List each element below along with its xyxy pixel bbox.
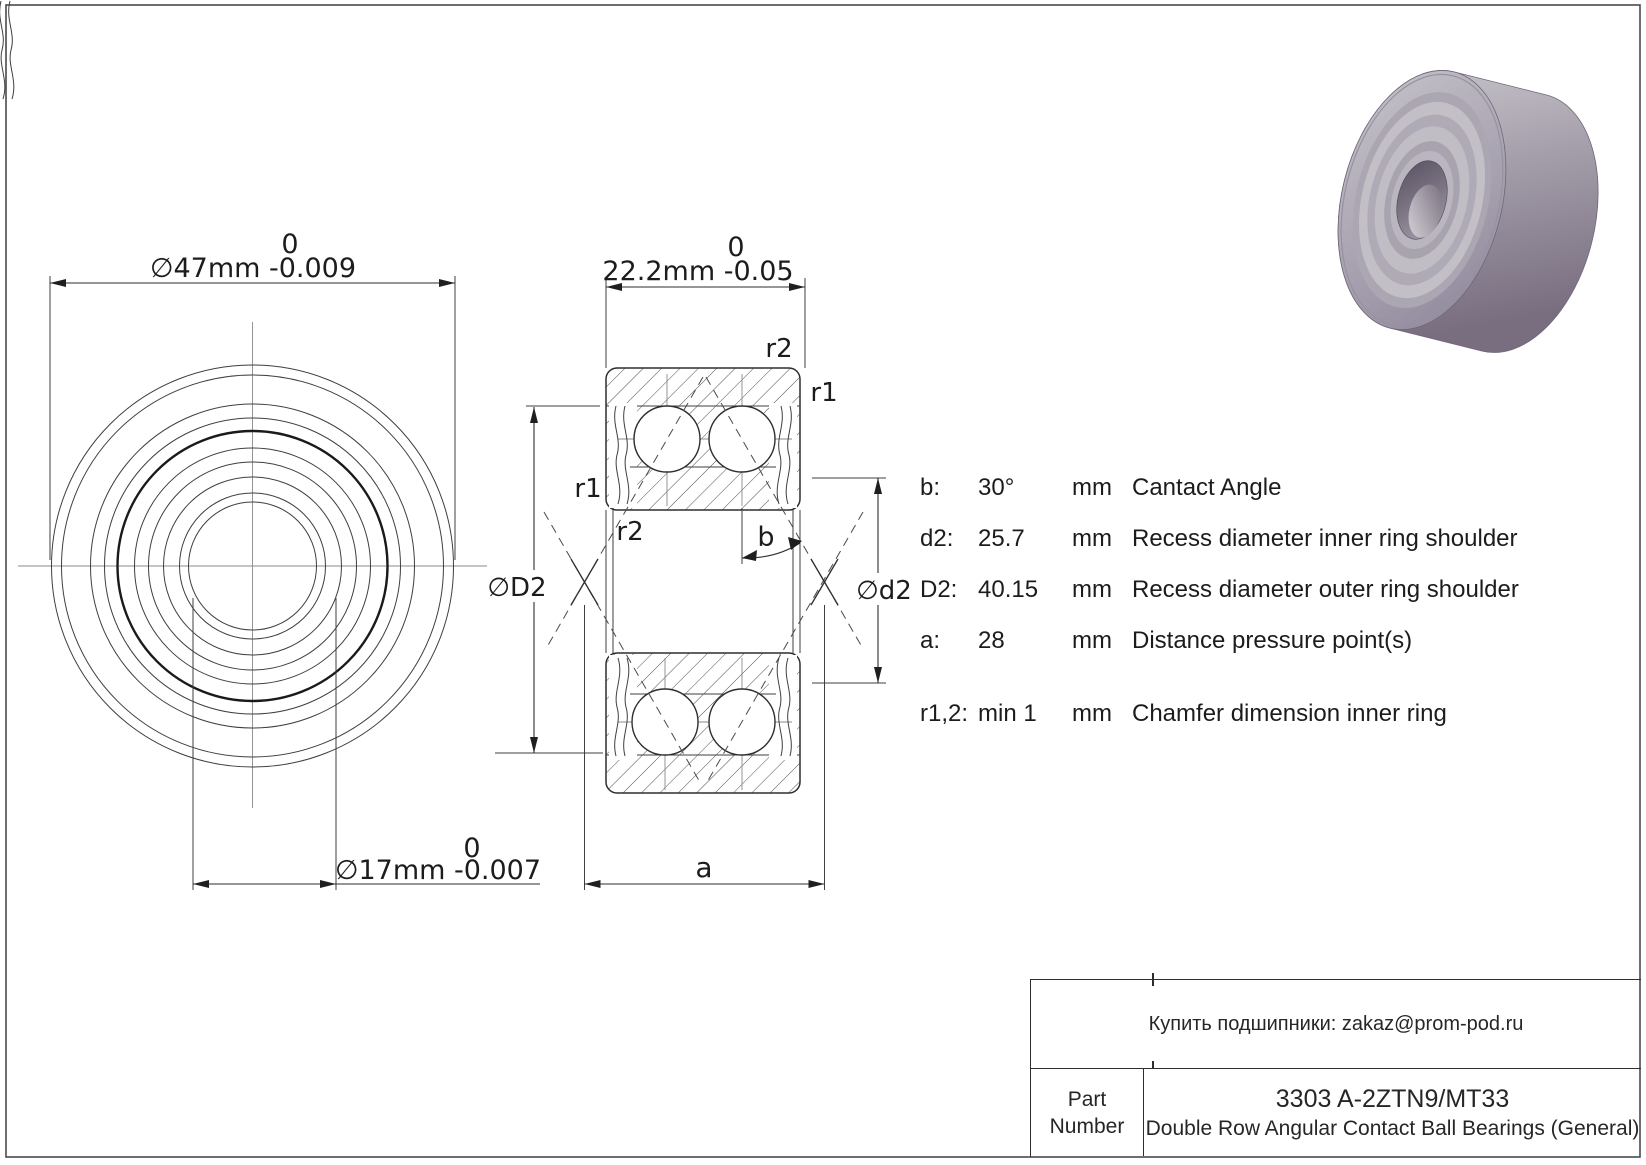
od-dim-label: ∅47mm -0.009 [149, 253, 357, 284]
r2-top-label: r2 [765, 334, 793, 364]
spec-param: r1,2: [920, 700, 969, 727]
spec-row-d2 [920, 525, 1518, 553]
spec-value: 30° [978, 474, 1015, 501]
spec-param: d2: [920, 525, 954, 552]
ball-top-right [709, 406, 775, 472]
spec-row-r12 [920, 700, 1447, 728]
shield-seal-profile [0, 1, 14, 99]
bore-dimension [193, 598, 541, 890]
bearing-3d-render [1312, 53, 1623, 371]
part-number-value-cell [1144, 1069, 1641, 1156]
centering-tick-middle [1152, 1061, 1154, 1068]
r1-left-label: r1 [574, 474, 602, 504]
title-block [1030, 979, 1641, 1157]
spec-value: min 1 [978, 700, 1037, 727]
od-tolerance-upper: 0 [281, 229, 299, 260]
spec-unit: mm [1072, 576, 1112, 603]
spec-row-a [920, 627, 1412, 655]
spec-row-b [920, 474, 1281, 502]
width-dim-label: 22.2mm -0.05 [602, 256, 794, 287]
part-number: 3303 A-2ZTN9/MT33 [1275, 1084, 1510, 1113]
part-number-label-cell [1031, 1069, 1144, 1156]
section-view [0, 1, 916, 890]
d2-inner-label: ∅d2 [856, 576, 912, 606]
spec-unit: mm [1072, 627, 1112, 654]
spec-row-D2 [920, 576, 1519, 604]
spec-unit: mm [1072, 474, 1112, 501]
r1-right-label: r1 [810, 378, 838, 408]
bore-dim-label: ∅17mm -0.007 [334, 855, 542, 886]
spec-value: 40.15 [978, 576, 1039, 603]
contact-text: Купить подшипники: zakaz@prom-pod.ru [1148, 1012, 1524, 1035]
spec-unit: mm [1072, 700, 1112, 727]
spec-value: 28 [978, 627, 1005, 654]
d2-outer-label: ∅D2 [487, 573, 547, 603]
spec-desc: Cantact Angle [1132, 474, 1282, 501]
bore-tolerance-upper: 0 [463, 833, 481, 864]
lower-ring-section [606, 653, 800, 793]
spec-desc: Recess diameter inner ring shoulder [1132, 525, 1518, 552]
b-angle-label: b [757, 522, 775, 553]
spec-param: a: [920, 627, 941, 654]
spec-desc: Chamfer dimension inner ring [1132, 700, 1447, 727]
spec-desc: Distance pressure point(s) [1132, 627, 1413, 654]
spec-param: D2: [920, 576, 958, 603]
front-view [18, 229, 541, 890]
spec-value: 25.7 [978, 525, 1025, 552]
centering-tick-top [1152, 973, 1154, 986]
ball-top-left [634, 406, 700, 472]
spec-desc: Recess diameter outer ring shoulder [1132, 576, 1519, 603]
upper-ring-section [606, 368, 800, 510]
part-label-line2: Number [1049, 1114, 1125, 1138]
r2-bottom-label: r2 [616, 517, 644, 547]
part-row [1031, 1069, 1641, 1156]
d2-inner-dimension [812, 478, 916, 683]
spec-param: b: [920, 474, 941, 501]
spec-table [920, 474, 1630, 754]
a-label: a [695, 851, 713, 884]
width-tolerance-upper: 0 [727, 232, 745, 263]
spec-unit: mm [1072, 525, 1112, 552]
pressure-point-marks [571, 559, 838, 605]
part-label-line1: Part [1067, 1087, 1107, 1111]
contact-row [1031, 980, 1641, 1069]
part-description: Double Row Angular Contact Ball Bearings (General) [1145, 1116, 1640, 1140]
